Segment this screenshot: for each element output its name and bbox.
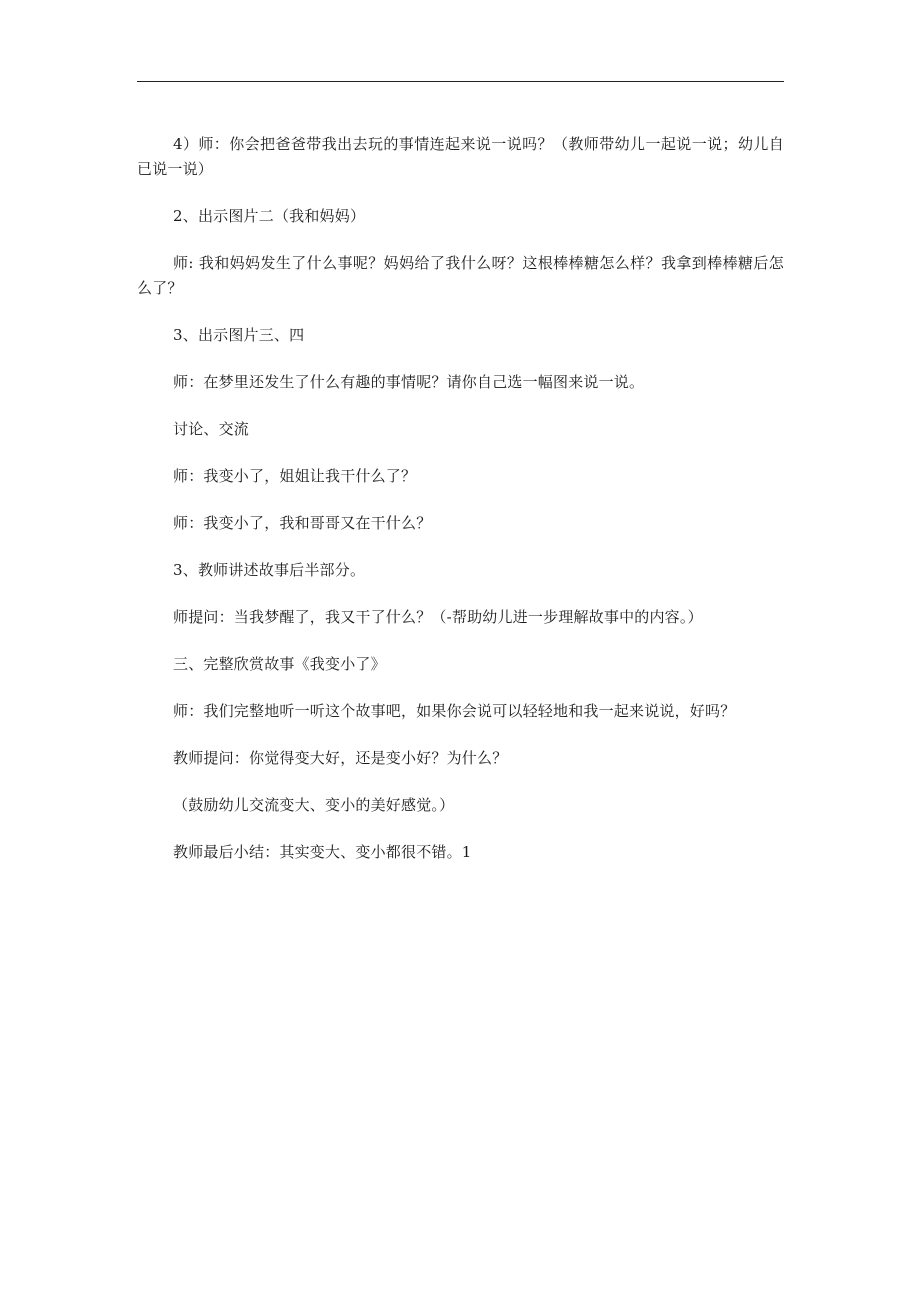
paragraph-section-three-heading: 三、完整欣赏故事《我变小了》 bbox=[173, 655, 386, 673]
paragraph-sister-question: 师：我变小了，姐姐让我干什么了？ bbox=[173, 467, 417, 485]
paragraph-show-picture-two: 2、出示图片二（我和妈妈） bbox=[173, 207, 366, 225]
paragraph-me-and-mom: 师: 我和妈妈发生了什么事呢？妈妈给了我什么呀？这根棒棒糖怎么样？我拿到棒棒糖后怎么了？ bbox=[137, 254, 784, 297]
header-rule bbox=[137, 81, 784, 82]
paragraph-teacher-tells-story: 3、教师讲述故事后半部分。 bbox=[173, 561, 366, 579]
document-body bbox=[137, 132, 784, 887]
paragraph-wake-up-question: 师提问：当我梦醒了，我又干了什么？（-帮助幼儿进一步理解故事中的内容。） bbox=[173, 608, 703, 626]
paragraph-discussion: 讨论、交流 bbox=[173, 420, 250, 438]
paragraph-encourage-exchange: （鼓励幼儿交流变大、变小的美好感觉。） bbox=[173, 796, 455, 814]
paragraph-summary: 教师最后小结：其实变大、变小都很不错。1 bbox=[173, 843, 472, 861]
paragraph-dream-question: 师：在梦里还发生了什么有趣的事情呢？请你自己选一幅图来说一说。 bbox=[173, 373, 645, 391]
paragraph-big-or-small-question: 教师提问：你觉得变大好，还是变小好？为什么？ bbox=[173, 749, 508, 767]
paragraph-show-pictures-three-four: 3、出示图片三、四 bbox=[173, 326, 305, 344]
paragraph-brother-question: 师：我变小了，我和哥哥又在干什么？ bbox=[173, 514, 432, 532]
paragraph-listen-together: 师：我们完整地听一听这个故事吧，如果你会说可以轻轻地和我一起来说说，好吗？ bbox=[173, 702, 736, 720]
paragraph-step-4: 4）师：你会把爸爸带我出去玩的事情连起来说一说吗？（教师带幼儿一起说一说；幼儿自已说一说） bbox=[137, 135, 784, 178]
